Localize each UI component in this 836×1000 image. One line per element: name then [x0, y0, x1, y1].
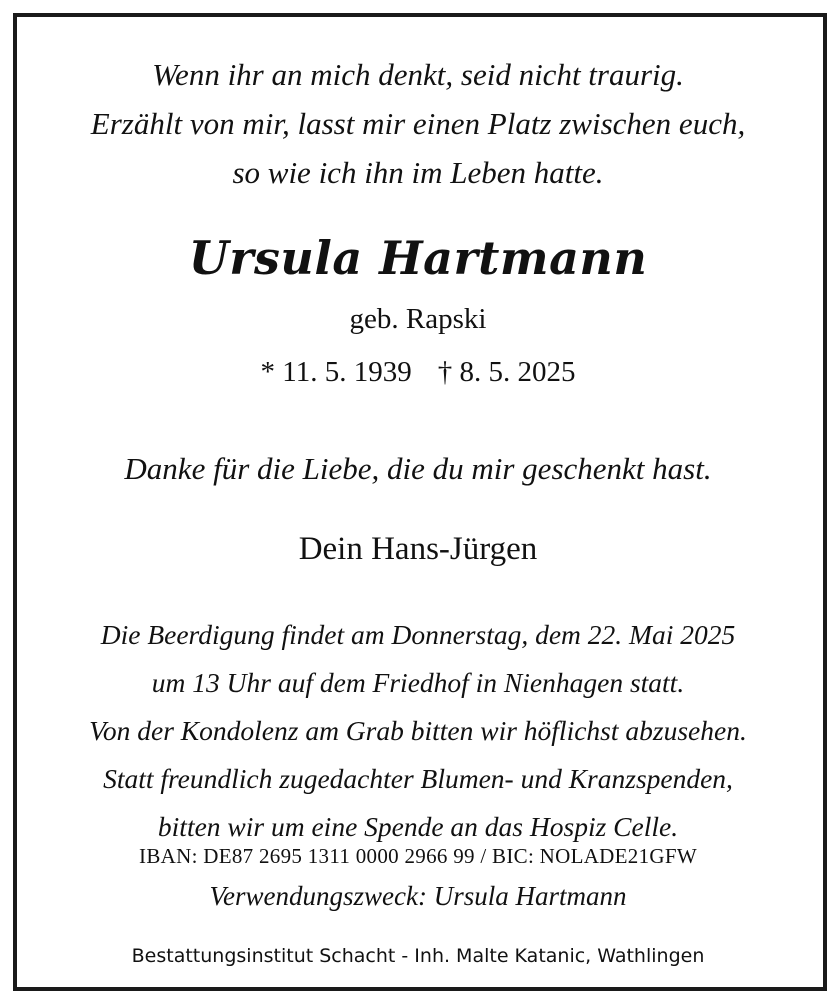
funeral-info-line-5: bitten wir um eine Spende an das Hospiz Celle.: [157, 811, 679, 842]
birth-name: geb. Rapski: [349, 303, 487, 335]
poem-line-1: Wenn ihr an mich denkt, seid nicht traurig.: [152, 57, 684, 92]
life-dates: [17, 358, 819, 387]
signature: Dein Hans-Jürgen: [298, 531, 538, 567]
bank-details: IBAN: DE87 2695 1311 0000 2966 99 / BIC: NOLADE21GFW: [139, 844, 697, 868]
poem-line-2: Erzählt von mir, lasst mir einen Platz zwischen euch,: [90, 106, 746, 141]
poem-line-3: so wie ich ihn im Leben hatte.: [232, 155, 604, 190]
thanks-line: Danke für die Liebe, die du mir geschenkt hast.: [124, 451, 712, 486]
funeral-info-line-1: Die Beerdigung findet am Donnerstag, dem 22. Mai 2025: [100, 619, 736, 650]
deceased-name: Ursula Hartmann: [188, 231, 648, 285]
death-date: † 8. 5. 2025: [437, 356, 576, 388]
funeral-info-line-2: um 13 Uhr auf dem Friedhof in Nienhagen statt.: [151, 667, 685, 698]
funeral-info-line-3: Von der Kondolenz am Grab bitten wir höflichst abzusehen.: [89, 715, 747, 746]
donation-purpose: Verwendungszweck: Ursula Hartmann: [209, 881, 627, 911]
funeral-info-line-4: Statt freundlich zugedachter Blumen- und Kranzspenden,: [103, 763, 733, 794]
birth-date: * 11. 5. 1939: [260, 356, 412, 388]
funeral-home-footer: Bestattungsinstitut Schacht - Inh. Malte Katanic, Wathlingen: [131, 945, 705, 967]
